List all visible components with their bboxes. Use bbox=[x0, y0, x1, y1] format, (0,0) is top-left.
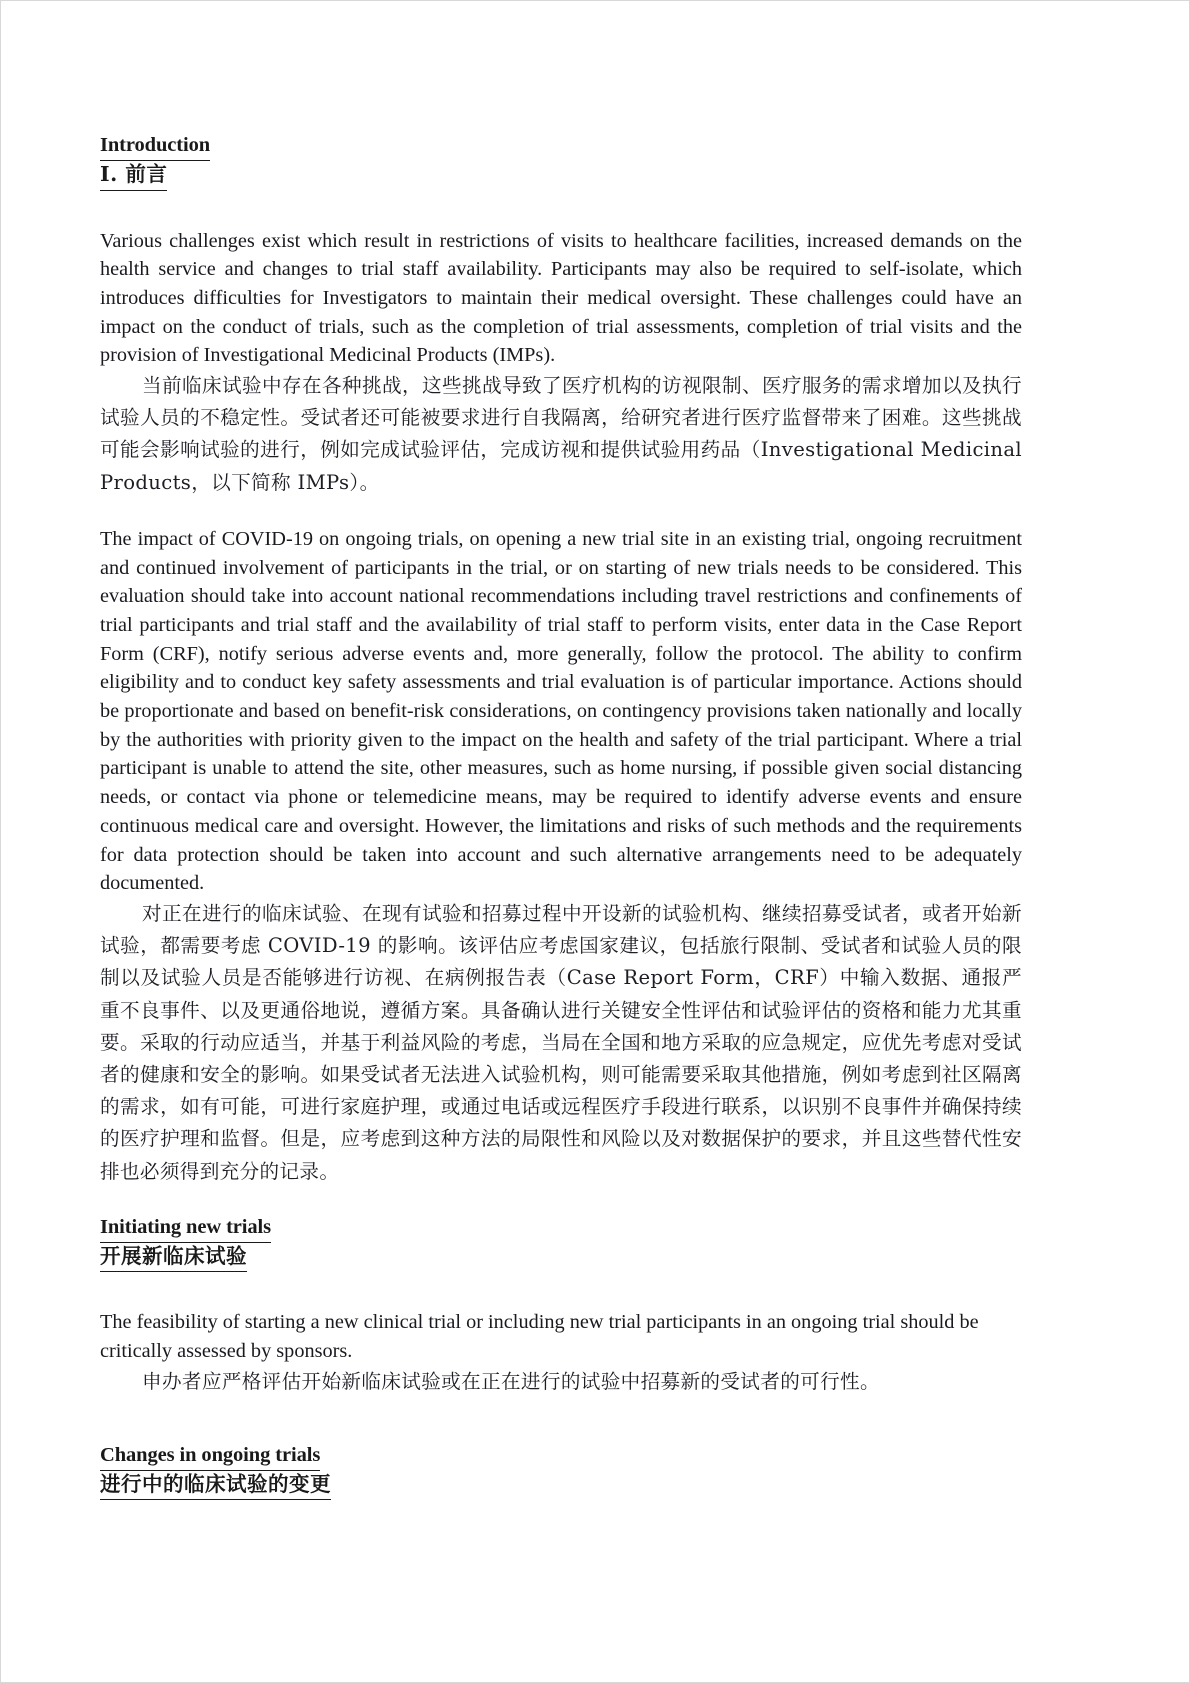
paragraph-intro-en-1: Various challenges exist which result in restrictions of visits to healthcare facilities, increased demands on the health service and changes to trial staff availability. Participants may also be required to self-isolate, which introduces difficulties for Investigators to maintain their medical oversight. These challenges could have an impact on the conduct of trials, such as the completion of trial assessments, completion of trial visits and the provision of Investigational Medicinal Products (IMPs). bbox=[100, 229, 1022, 367]
heading-introduction-en: Introduction bbox=[100, 132, 1022, 161]
heading-initiating-new-trials-zh: 开展新临床试验 bbox=[100, 1243, 1022, 1272]
paragraph-intro-en-2: The impact of COVID-19 on ongoing trials, on opening a new trial site in an existing trial, ongoing recruitment and continued involvement of participants in the trial, or on starting of new trials needs to be considered. This evaluation should take into account national recommendations including travel restrictions and confinements of trial participants and trial staff and the availability of trial staff to perform visits, enter data in the Case Report Form (CRF), notify serious adverse events and, more generally, follow the protocol. The ability to confirm eligibility and to conduct key safety assessments and trial evaluation is of particular importance. Actions should be proportionate and based on benefit-risk considerations, on contingency provisions taken nationally and locally by the authorities with priority given to the impact on the health and safety of the trial participant. Where a trial participant is unable to attend the site, other measures, such as home nursing, if possible given social distancing needs, or contact via phone or telemedicine means, may be required to identify adverse events and ensure continuous medical care and oversight. However, the limitations and risks of such methods and the requirements for data protection should be taken into account and such alternative arrangements need to be adequately documented. bbox=[100, 527, 1022, 895]
spacer bbox=[100, 191, 1022, 227]
heading-initiating-new-trials-en: Initiating new trials bbox=[100, 1214, 1022, 1243]
paragraph-intro-zh-1: 当前临床试验中存在各种挑战，这些挑战导致了医疗机构的访视限制、医疗服务的需求增加以及执行试验人员的不稳定性。受试者还可能被要求进行自我隔离，给研究者进行医疗监督带来了困难。这些挑战可能会影响试验的进行，例如完成试验评估，完成访视和提供试验用药品（Investigational Medicinal Products，以下简称 IMPs）。 bbox=[100, 374, 1022, 494]
heading-changes-in-ongoing-trials-zh: 进行中的临床试验的变更 bbox=[100, 1471, 1022, 1500]
spacer bbox=[100, 499, 1022, 525]
document-content bbox=[100, 132, 1022, 1500]
paragraph-initiating-zh: 申办者应严格评估开始新临床试验或在正在进行的试验中招募新的受试者的可行性。 bbox=[142, 1369, 880, 1393]
spacer bbox=[100, 1398, 1022, 1442]
spacer bbox=[100, 1188, 1022, 1214]
section-heading-introduction bbox=[100, 132, 1022, 191]
paragraph-initiating-en: The feasibility of starting a new clinical trial or including new trial participants in an ongoing trial should be critically assessed by sponsors. bbox=[100, 1311, 979, 1362]
section-heading-changes-in-ongoing-trials bbox=[100, 1442, 1022, 1501]
paragraph-intro-zh-2: 对正在进行的临床试验、在现有试验和招募过程中开设新的试验机构、继续招募受试者，或者开始新试验，都需要考虑 COVID-19 的影响。该评估应考虑国家建议，包括旅行限制、受试者和试验人员的限制以及试验人员是否能够进行访视、在病例报告表（Case Report Form，CRF）中输入数据、通报严重不良事件、以及更通俗地说，遵循方案。具备确认进行关键安全性评估和试验评估的资格和能力尤其重要。采取的行动应适当，并基于利益风险的考虑，当局在全国和地方采取的应急规定，应优先考虑对受试者的健康和安全的影响。如果受试者无法进入试验机构，则可能需要采取其他措施，例如考虑到社区隔离的需求，如有可能，可进行家庭护理，或通过电话或远程医疗手段进行联系，以识别不良事件并确保持续的医疗护理和监督。但是，应考虑到这种方法的局限性和风险以及对数据保护的要求，并且这些替代性安排也必须得到充分的记录。 bbox=[100, 901, 1022, 1183]
section-heading-initiating-new-trials bbox=[100, 1214, 1022, 1273]
heading-introduction-zh: I. 前言 bbox=[100, 161, 1022, 190]
spacer bbox=[100, 1272, 1022, 1308]
heading-changes-in-ongoing-trials-en: Changes in ongoing trials bbox=[100, 1442, 1022, 1471]
